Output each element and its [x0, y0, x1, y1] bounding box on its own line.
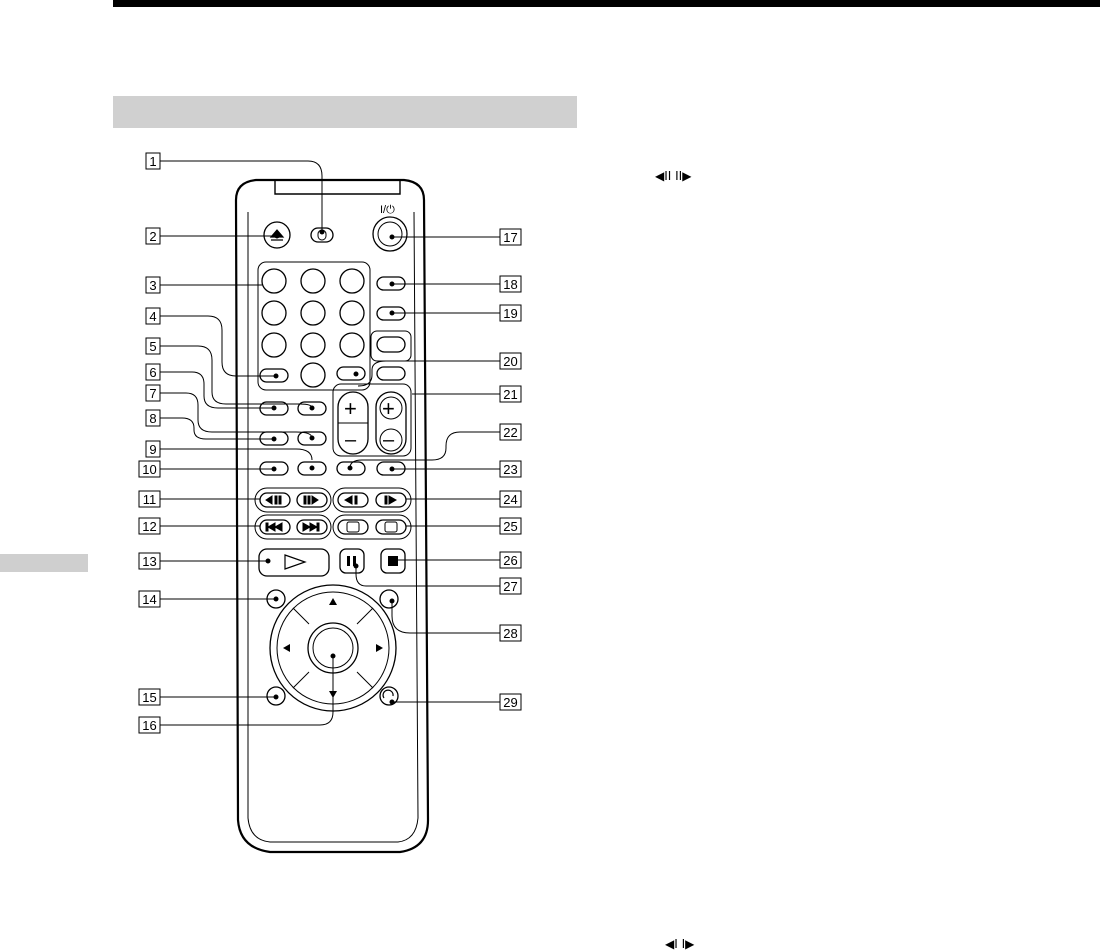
- callout-26-label: 26: [503, 553, 518, 568]
- callout-21: [500, 386, 521, 402]
- callout-21-label: 21: [503, 387, 518, 402]
- left-callouts: [139, 153, 160, 733]
- slow-play-glyphs: ◀II II▶: [655, 169, 692, 183]
- callout-9-label: 9: [149, 442, 157, 457]
- number-key-4[interactable]: [262, 301, 286, 325]
- callout-19: [500, 305, 521, 321]
- callout-27-label: 27: [503, 579, 518, 594]
- callout-18: [500, 276, 521, 292]
- callout-14-label: 14: [142, 592, 157, 607]
- callout-5-label: 5: [149, 339, 157, 354]
- pause-button[interactable]: [340, 549, 364, 573]
- callout-14: [139, 591, 160, 607]
- callout-17-label: 17: [503, 230, 518, 245]
- callout-7: [146, 385, 160, 401]
- next-chapter-icon: [303, 523, 319, 531]
- callout-5: [146, 338, 160, 354]
- right-callouts: [500, 229, 521, 710]
- callout-8: [146, 410, 160, 426]
- button-28[interactable]: [380, 590, 398, 608]
- callout-19-label: 19: [503, 306, 518, 321]
- channel-plus-label: +: [382, 396, 395, 421]
- number-key-2[interactable]: [301, 269, 325, 293]
- callout-1: [146, 153, 160, 169]
- callout-10-label: 10: [142, 462, 157, 477]
- number-key-0[interactable]: [301, 363, 325, 387]
- callout-16-label: 16: [142, 718, 157, 733]
- callout-22: [500, 424, 521, 440]
- callout-18-label: 18: [503, 277, 518, 292]
- volume-plus-label: +: [344, 396, 357, 421]
- callout-3: [146, 277, 160, 293]
- number-key-1[interactable]: [262, 269, 286, 293]
- callout-8-label: 8: [149, 411, 157, 426]
- callout-11: [139, 491, 160, 507]
- callout-24-label: 24: [503, 492, 518, 507]
- prev-chapter-icon: [266, 523, 282, 531]
- callout-9: [146, 441, 160, 457]
- callout-2: [146, 228, 160, 244]
- power-button[interactable]: [373, 217, 407, 251]
- callout-2-label: 2: [149, 229, 157, 244]
- callout-23: [500, 461, 521, 477]
- callout-12-label: 12: [142, 519, 157, 534]
- callout-20-label: 20: [503, 354, 518, 369]
- callout-6: [146, 364, 160, 380]
- callout-26: [500, 552, 521, 568]
- callout-1-label: 1: [149, 154, 157, 169]
- callout-13: [139, 553, 160, 569]
- button-tv-input[interactable]: [377, 367, 405, 380]
- callout-29: [500, 694, 521, 710]
- callout-29-label: 29: [503, 695, 518, 710]
- button-20[interactable]: [337, 367, 365, 380]
- volume-minus-label: –: [345, 429, 357, 451]
- callout-4-label: 4: [149, 309, 157, 324]
- callout-27: [500, 578, 521, 594]
- number-key-5[interactable]: [301, 301, 325, 325]
- button-tv-top[interactable]: [377, 337, 405, 352]
- callout-13-label: 13: [142, 554, 157, 569]
- callout-20: [500, 353, 521, 369]
- callout-25: [500, 518, 521, 534]
- number-key-8[interactable]: [301, 333, 325, 357]
- callout-10: [139, 461, 160, 477]
- callout-17: [500, 229, 521, 245]
- callout-15-label: 15: [142, 690, 157, 705]
- callout-11-label: 11: [142, 492, 157, 507]
- callout-3-label: 3: [149, 278, 157, 293]
- number-key-6[interactable]: [340, 301, 364, 325]
- callout-22-label: 22: [503, 425, 518, 440]
- callout-16: [139, 717, 160, 733]
- power-symbol: I/⏻: [380, 204, 395, 216]
- step-reverse-button[interactable]: [338, 493, 368, 507]
- channel-minus-label: –: [383, 429, 395, 451]
- callout-24: [500, 491, 521, 507]
- step-glyphs: ◀I I▶: [665, 937, 695, 951]
- number-key-7[interactable]: [262, 333, 286, 357]
- callout-12: [139, 518, 160, 534]
- callout-28-label: 28: [503, 626, 518, 641]
- callout-15: [139, 689, 160, 705]
- callout-23-label: 23: [503, 462, 518, 477]
- number-key-3[interactable]: [340, 269, 364, 293]
- callout-28: [500, 625, 521, 641]
- number-key-9[interactable]: [340, 333, 364, 357]
- callout-6-label: 6: [149, 365, 157, 380]
- callout-4: [146, 308, 160, 324]
- callout-25-label: 25: [503, 519, 518, 534]
- callout-7-label: 7: [149, 386, 157, 401]
